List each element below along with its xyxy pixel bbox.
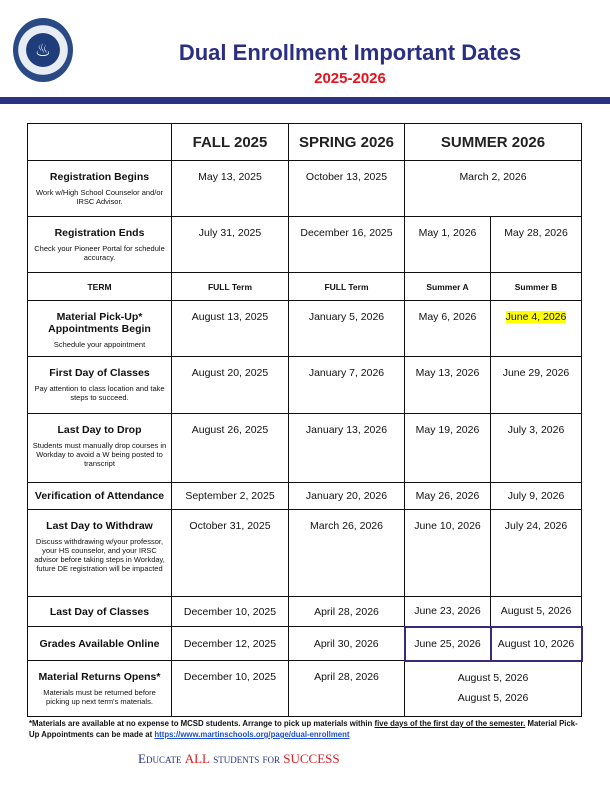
page-title: Dual Enrollment Important Dates — [178, 40, 522, 65]
fall-date-text: December 12, 2025 — [183, 637, 277, 650]
fall-date — [172, 627, 289, 661]
summer-date — [405, 661, 582, 717]
summer-a-term — [405, 273, 491, 301]
fall-date — [172, 357, 289, 414]
summer-b-date-text: August 10, 2026 — [497, 637, 575, 650]
spring-date-text: October 13, 2025 — [305, 171, 388, 183]
summer-a-date — [405, 483, 491, 510]
spring-date-text: January 5, 2026 — [308, 311, 385, 323]
summer-b-term — [491, 273, 582, 301]
row-label: Last Day to Drop — [57, 424, 142, 436]
spring-date-text: January 20, 2026 — [305, 490, 388, 502]
motto-emphasis: ALL — [184, 751, 210, 766]
row-label: Verification of Attendance — [34, 490, 165, 502]
school-year: 2025-2026 — [314, 70, 386, 87]
table-row — [28, 661, 582, 717]
spring-date-text: March 26, 2026 — [310, 520, 383, 532]
district-motto — [138, 751, 340, 767]
summer-a-date-text: May 13, 2026 — [415, 367, 480, 379]
summer-b-date-text: August 5, 2026 — [500, 605, 572, 618]
fall-date-text: August 13, 2025 — [191, 311, 269, 323]
fall-date-text: July 31, 2025 — [198, 227, 262, 239]
row-label-cell — [28, 217, 172, 273]
footnote-text-2: Material Pick-Up Appointments can be made at — [29, 719, 578, 739]
footnote-text: *Materials are available at no expense to MCSD students. Arrange to pick up materials within — [29, 719, 375, 728]
spring-date-text: January 7, 2026 — [308, 367, 385, 379]
row-note: Students must manually drop courses in Workday to avoid a W being posted to transcript — [32, 441, 167, 468]
table-row — [28, 597, 582, 627]
summer-a-term-text: Summer A — [426, 281, 469, 292]
spring-term-text: FULL Term — [324, 281, 369, 292]
spring-date-text: April 28, 2026 — [314, 671, 379, 683]
dual-enrollment-link[interactable]: https://www.martinschools.org/page/dual-enrollment — [154, 730, 350, 739]
summer-a-date — [405, 627, 491, 661]
summer-date-2: August 5, 2026 — [457, 691, 529, 704]
row-label-cell — [28, 414, 172, 483]
spring-date — [289, 661, 405, 717]
row-note: Check your Pioneer Portal for schedule accuracy. — [34, 244, 165, 262]
fall-date — [172, 597, 289, 627]
row-label-cell — [28, 161, 172, 217]
row-note: Pay attention to class location and take steps to succeed. — [34, 384, 165, 402]
summer-a-date — [405, 301, 491, 357]
row-note: Schedule your appointment — [53, 340, 146, 349]
summer-b-term-text: Summer B — [514, 281, 558, 292]
summer-a-date-text: June 23, 2026 — [414, 605, 481, 618]
row-label: Registration Begins — [49, 171, 150, 183]
row-label-cell — [28, 301, 172, 357]
spring-date-text: January 13, 2026 — [305, 424, 388, 436]
summer-a-date — [405, 597, 491, 627]
summer-b-date — [491, 217, 582, 273]
summer-b-date-text: July 9, 2026 — [507, 490, 565, 502]
lamp-of-learning-icon: ♨ — [34, 40, 52, 60]
summer-a-date-text: May 1, 2026 — [418, 227, 477, 239]
summer-date — [405, 161, 582, 217]
motto-emphasis: SUCCESS — [283, 751, 340, 766]
summer-a-date — [405, 357, 491, 414]
summer-a-date-text: May 19, 2026 — [415, 424, 480, 436]
summer-a-date-text: June 25, 2026 — [414, 637, 481, 650]
fall-date-text: May 13, 2025 — [198, 171, 262, 183]
fall-date — [172, 414, 289, 483]
summer-a-date — [405, 414, 491, 483]
fall-term — [172, 273, 289, 301]
row-label: Last Day of Classes — [49, 605, 150, 618]
summer-b-date — [491, 510, 582, 597]
important-dates-table — [27, 123, 583, 717]
column-header-fall: FALL 2025 — [172, 124, 289, 161]
row-label: Registration Ends — [54, 227, 145, 239]
fall-date-text: December 10, 2025 — [183, 605, 277, 618]
spring-date — [289, 161, 405, 217]
summer-b-date-text: June 29, 2026 — [502, 367, 570, 379]
motto-part: Educate — [138, 751, 185, 766]
row-label: Last Day to Withdraw — [46, 520, 153, 532]
column-header-summer: SUMMER 2026 — [405, 124, 582, 161]
table-row — [28, 483, 582, 510]
row-label: Material Returns Opens* — [38, 671, 161, 683]
table-row — [28, 627, 582, 661]
spring-date — [289, 217, 405, 273]
row-label: Grades Available Online — [39, 637, 160, 650]
fall-date — [172, 161, 289, 217]
motto-part: students for — [209, 751, 284, 766]
header-divider — [0, 97, 610, 104]
summer-date-text: March 2, 2026 — [459, 171, 527, 183]
summer-a-date-text: May 6, 2026 — [418, 311, 477, 323]
row-label: Material Pick-Up* Appointments Begin — [48, 311, 151, 335]
fall-date-text: August 20, 2025 — [191, 367, 269, 379]
spring-date — [289, 414, 405, 483]
summer-a-date-text: June 10, 2026 — [414, 520, 481, 532]
spring-date — [289, 510, 405, 597]
fall-term-text: FULL Term — [207, 281, 253, 292]
row-label: First Day of Classes — [49, 367, 150, 379]
summer-b-date-text: May 28, 2026 — [504, 227, 568, 239]
table-row — [28, 217, 582, 273]
fall-date — [172, 217, 289, 273]
row-note: Discuss withdrawing w/your professor, your HS counselor, and your IRSC advisor before taking steps in Workday, future DE registration will be impacted — [34, 537, 165, 573]
spring-date-text: December 16, 2025 — [300, 227, 393, 239]
fall-date — [172, 661, 289, 717]
table-row — [28, 301, 582, 357]
spring-date — [289, 627, 405, 661]
row-note: Work w/High School Counselor and/or IRSC Advisor. — [35, 188, 163, 206]
row-label-cell — [28, 483, 172, 510]
row-note: Materials must be returned before picking up next term's materials. — [43, 688, 156, 706]
row-label-cell — [28, 597, 172, 627]
spring-date — [289, 301, 405, 357]
row-label-cell — [28, 661, 172, 717]
header-row — [28, 124, 582, 161]
table-row — [28, 273, 582, 301]
row-label-cell — [28, 627, 172, 661]
summer-a-date-text: May 26, 2026 — [415, 490, 480, 502]
fall-date — [172, 301, 289, 357]
summer-b-date — [491, 483, 582, 510]
fall-date-text: August 26, 2025 — [191, 424, 269, 436]
summer-b-date — [491, 357, 582, 414]
summer-a-date — [405, 510, 491, 597]
summer-b-date — [491, 414, 582, 483]
summer-a-date — [405, 217, 491, 273]
spring-date — [289, 357, 405, 414]
table-row — [28, 161, 582, 217]
fall-date-text: December 10, 2025 — [183, 671, 277, 683]
column-header-spring: SPRING 2026 — [289, 124, 405, 161]
summer-b-date-text: July 3, 2026 — [507, 424, 565, 436]
term-label-text: TERM — [87, 281, 112, 292]
summer-date-text: August 5, 2026 — [457, 671, 529, 684]
spring-term — [289, 273, 405, 301]
summer-b-date — [491, 597, 582, 627]
summer-b-date-text: July 24, 2026 — [504, 520, 568, 532]
summer-b-date — [491, 627, 582, 661]
row-label-cell — [28, 510, 172, 597]
spring-date — [289, 597, 405, 627]
footnote — [29, 718, 584, 740]
table-row — [28, 357, 582, 414]
table-row — [28, 510, 582, 597]
summer-b-date — [491, 301, 582, 357]
fall-date — [172, 483, 289, 510]
fall-date — [172, 510, 289, 597]
summer-b-date-text: June 4, 2026 — [505, 311, 567, 323]
row-label-cell — [28, 357, 172, 414]
footnote-underlined: five days of the first day of the semester. — [374, 719, 526, 728]
fall-date-text: October 31, 2025 — [189, 520, 271, 532]
corner-cell — [28, 124, 172, 161]
table-row — [28, 414, 582, 483]
fall-date-text: September 2, 2025 — [185, 490, 275, 502]
term-label — [28, 273, 172, 301]
spring-date-text: April 28, 2026 — [314, 605, 379, 618]
spring-date — [289, 483, 405, 510]
spring-date-text: April 30, 2026 — [313, 637, 379, 650]
